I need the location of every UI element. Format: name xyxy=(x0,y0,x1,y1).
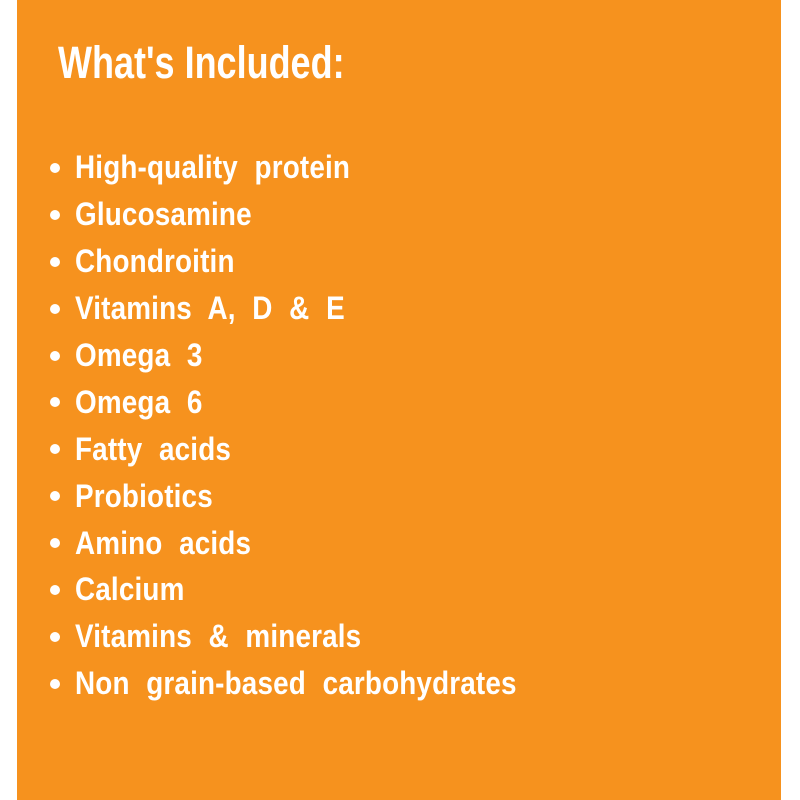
bullet-icon xyxy=(50,397,60,407)
list-item xyxy=(17,519,781,566)
list-item-label: Omega 6 xyxy=(75,383,203,420)
whats-included-panel xyxy=(17,0,781,800)
bullet-icon xyxy=(50,679,60,689)
list-item xyxy=(17,191,781,238)
list-item-label: Vitamins & minerals xyxy=(75,618,362,655)
included-list xyxy=(17,144,781,707)
list-item xyxy=(17,425,781,472)
list-item-label: Amino acids xyxy=(75,524,252,561)
list-item xyxy=(17,378,781,425)
page-title: What's Included: xyxy=(58,37,345,88)
list-item xyxy=(17,144,781,191)
bullet-icon xyxy=(50,585,60,595)
list-item-label: Chondroitin xyxy=(75,243,235,280)
bullet-icon xyxy=(50,163,60,173)
bullet-icon xyxy=(50,632,60,642)
bullet-icon xyxy=(50,351,60,361)
list-item xyxy=(17,660,781,707)
list-item-label: Omega 3 xyxy=(75,337,203,373)
bullet-icon xyxy=(50,210,60,220)
list-item-label: Glucosamine xyxy=(75,196,252,233)
list-item xyxy=(17,285,781,332)
bullet-icon xyxy=(50,491,60,501)
list-item xyxy=(17,613,781,660)
bullet-icon xyxy=(50,538,60,548)
list-item-label: Fatty acids xyxy=(75,430,232,467)
list-item xyxy=(17,238,781,285)
list-item xyxy=(17,472,781,519)
list-item-label: Vitamins A, D & E xyxy=(75,290,345,327)
bullet-icon xyxy=(50,257,60,267)
list-item-label: Non grain-based carbohydrates xyxy=(75,665,517,702)
bullet-icon xyxy=(50,444,60,454)
list-item-label: Probiotics xyxy=(75,477,213,514)
list-item-label: High-quality protein xyxy=(75,149,351,186)
list-item xyxy=(17,332,781,379)
list-item xyxy=(17,566,781,613)
list-item-label: Calcium xyxy=(75,571,185,608)
bullet-icon xyxy=(50,304,60,314)
